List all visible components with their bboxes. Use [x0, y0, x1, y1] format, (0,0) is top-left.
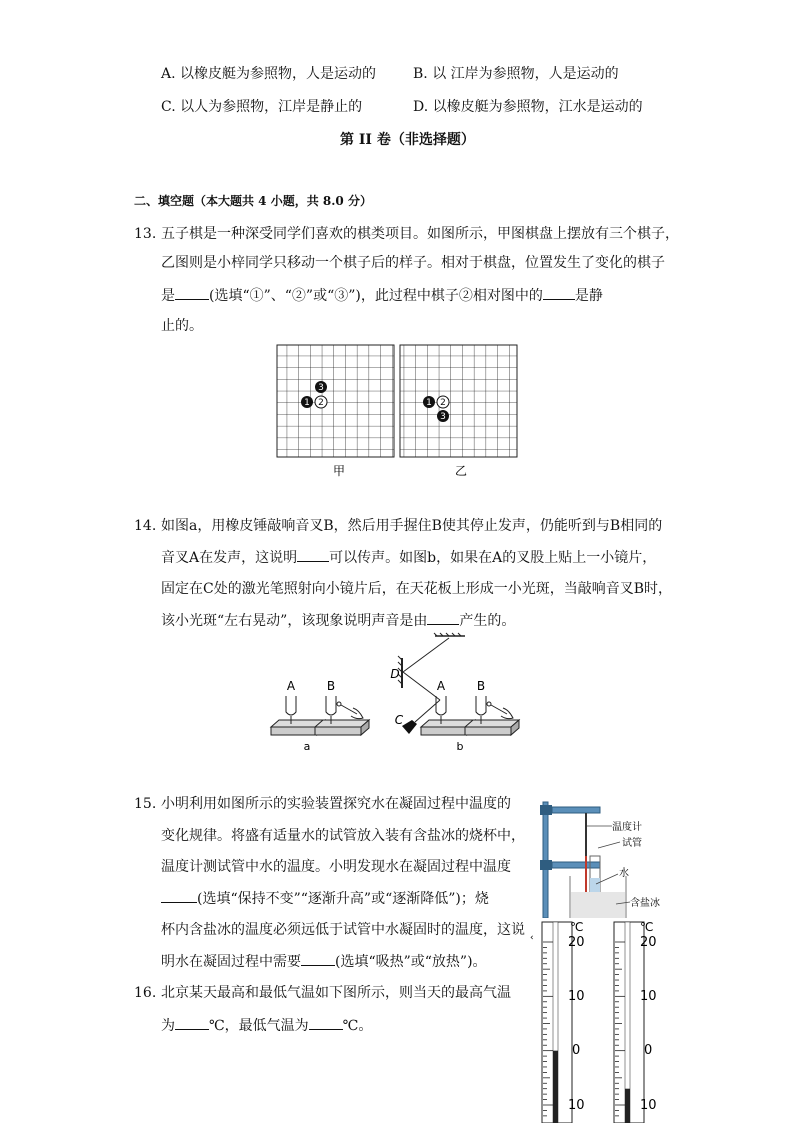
q15-line4: (选填“保持不变”“逐渐升高”或“逐渐降低”)；烧	[161, 888, 489, 909]
q15-line5: 杯内含盐冰的温度必须远低于试管中水凝固时的温度，这说	[161, 922, 525, 938]
q14-line2: 音叉A在发声，这说明 可以传声。如图b，如果在A的叉股上贴上一小镜片，	[161, 547, 656, 568]
label-a-fig-a: A	[286, 679, 296, 693]
svg-text:2: 2	[318, 398, 324, 408]
answer-blank[interactable]	[427, 610, 459, 625]
section-header: 二、填空题（本大题共 4 小题，共 8.0 分）	[134, 194, 372, 208]
tick-label-0-high: 0	[572, 1043, 581, 1058]
q15-line1: 小明利用如图所示的实验装置探究水在凝固过程中温度的	[161, 796, 511, 812]
answer-blank[interactable]	[175, 1015, 209, 1030]
choice-d: D. 以橡皮艇为参照物，江水是运动的	[413, 99, 643, 115]
q13-line1: 五子棋是一种深受同学们喜欢的棋类项目。如图所示，甲图棋盘上摆放有三个棋子，	[161, 226, 679, 242]
label-d: D	[390, 667, 400, 681]
board-left	[277, 345, 394, 457]
q16-line2: 为 ℃，最低气温为 ℃。	[161, 1015, 372, 1036]
label-salt-ice: 含盐冰	[630, 898, 660, 909]
q15-number: 15.	[134, 796, 157, 812]
label-b-fig-a: B	[326, 679, 336, 693]
q14-line1: 如图a，用橡皮锤敲响音叉B，然后用手握住B使其停止发声，仍能听到与B相同的	[161, 518, 663, 534]
answer-blank[interactable]	[301, 951, 335, 966]
svg-text:2: 2	[440, 398, 446, 408]
q13-line2: 乙图则是小梓同学只移动一个棋子后的样子。相对于棋盘，位置发生了变化的棋子	[161, 255, 665, 271]
go-board-figure	[275, 344, 521, 480]
q16-line1: 北京某天最高和最低气温如下图所示，则当天的最高气温	[161, 985, 511, 1001]
q15-line6: 明水在凝固过程中需要 (选填“吸热”或“放热”)。	[161, 951, 487, 972]
piece-3-right	[437, 410, 449, 422]
board-left-label: 甲	[332, 464, 346, 478]
answer-blank[interactable]	[297, 547, 329, 562]
choice-b: B. 以 江岸为参照物，人是运动的	[413, 66, 619, 82]
svg-text:1: 1	[426, 398, 432, 408]
piece-2-right	[437, 396, 449, 408]
q13-line4: 止的。	[161, 318, 203, 334]
svg-text:1: 1	[304, 398, 310, 408]
answer-blank[interactable]	[543, 285, 575, 300]
label-a-fig-b: A	[436, 679, 446, 693]
tick-label-10-high: 10	[568, 989, 585, 1004]
piece-3-left	[315, 381, 327, 393]
label-thermometer: 温度计	[612, 822, 642, 833]
freezing-apparatus-figure	[530, 796, 680, 918]
thermometer-low	[614, 920, 657, 1123]
q13-number: 13.	[134, 226, 157, 242]
tick-label-m10-low: 10	[640, 1098, 657, 1113]
label-test-tube: 试管	[622, 838, 642, 849]
mercury-low	[625, 1089, 630, 1123]
q13-line3: 是 (选填“①”、“②”或“③”)，此过程中棋子②相对图中的 是静	[161, 285, 603, 306]
q15-line3: 温度计测试管中水的温度。小明发现水在凝固过程中温度	[161, 859, 511, 875]
label-water: 水	[619, 868, 629, 879]
choice-a: A. 以橡皮艇为参照物，人是运动的	[161, 66, 377, 82]
piece-1-right	[423, 396, 435, 408]
q14-number: 14.	[134, 518, 157, 534]
label-c: C	[394, 713, 404, 727]
choice-c: C. 以人为参照物，江岸是静止的	[161, 99, 363, 115]
caption-b: b	[456, 740, 464, 753]
unit-low: ℃	[640, 920, 654, 934]
caption-a: a	[303, 740, 311, 753]
answer-blank[interactable]	[175, 285, 209, 300]
tick-label-20-low: 20	[640, 935, 657, 950]
svg-text:3: 3	[440, 412, 446, 422]
thermometer-high	[530, 920, 585, 1123]
answer-blank[interactable]	[309, 1015, 343, 1030]
tick-label-0-low: 0	[644, 1043, 653, 1058]
piece-2-left	[315, 396, 327, 408]
unit-high: ℃	[570, 920, 584, 934]
tick-label-m10-high: 10	[568, 1098, 585, 1113]
piece-1-left	[301, 396, 313, 408]
board-right	[400, 345, 517, 457]
label-b-fig-b: B	[476, 679, 486, 693]
tuning-fork-figure	[265, 632, 535, 756]
mercury-high	[553, 1051, 558, 1123]
q14-line3: 固定在C处的激光笔照射向小镜片后，在天花板上形成一小光斑，当敲响音叉B时，	[161, 581, 672, 597]
part-title: 第 II 卷（非选择题）	[340, 132, 475, 148]
svg-text:‹: ‹	[530, 933, 534, 943]
q16-number: 16.	[134, 985, 157, 1001]
q14-line4: 该小光斑“左右晃动”，该现象说明声音是由 产生的。	[161, 610, 515, 631]
q15-line2: 变化规律。将盛有适量水的试管放入装有含盐冰的烧杯中，	[161, 828, 525, 844]
answer-blank[interactable]	[161, 888, 197, 903]
thermometers-figure	[530, 918, 680, 1123]
tick-label-10-low: 10	[640, 989, 657, 1004]
board-right-label: 乙	[454, 464, 468, 478]
tick-label-20-high: 20	[568, 935, 585, 950]
svg-text:3: 3	[318, 383, 324, 393]
